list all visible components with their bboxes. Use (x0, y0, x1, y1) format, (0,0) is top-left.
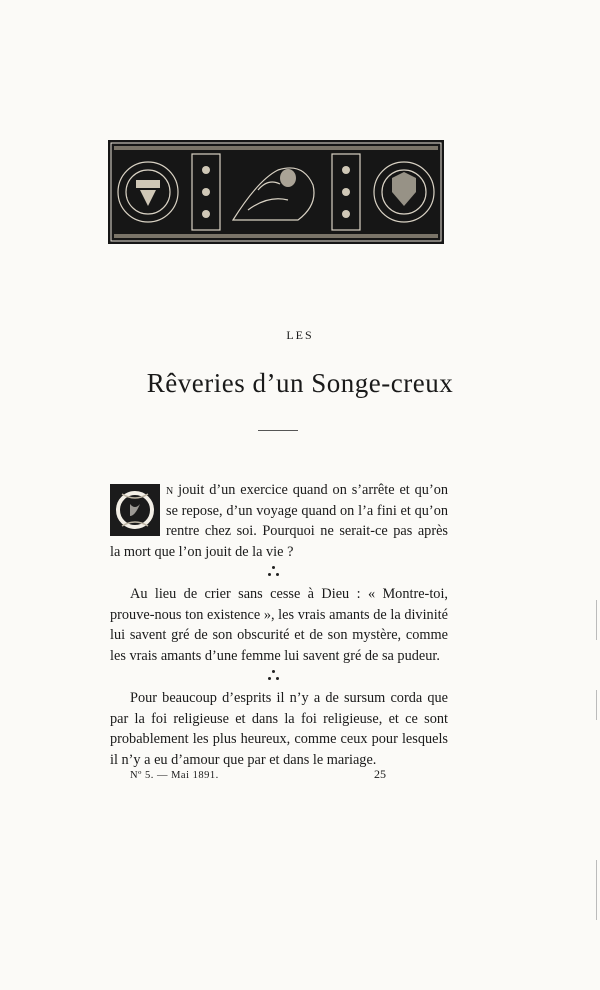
paragraph-1 (110, 480, 448, 562)
dropcap-image (110, 484, 160, 536)
ornamental-headpiece-image (108, 140, 444, 244)
paragraph-3: Pour beaucoup d’esprits il n’y a de sursum corda que par la foi religieuse et dans la foi religieuse, et ce sont probablement les plus heureux, comme ceux pour lesquels il n’y a eu d’amour que par et dans le mariage. (110, 690, 448, 768)
asterism-divider (262, 564, 286, 582)
paragraph-2: Au lieu de crier sans cesse à Dieu : « Montre-toi, prouve-nous ton existence », les vrais amants de la divinité lui savent gré de son obscurité et de son mystère, comme les vrais amants d’une femme lui savent gré de sa pudeur. (110, 586, 448, 664)
paragraph-1-first-word: n (166, 482, 174, 498)
issue-line: Nº 5. — Mai 1891. (130, 770, 219, 781)
scan-mark (596, 860, 597, 920)
title-divider-rule (258, 430, 298, 431)
article-title: Rêveries d’un Songe-creux (146, 368, 454, 398)
asterism-divider (262, 668, 286, 686)
scan-mark (596, 600, 597, 640)
page-number: 25 (374, 767, 386, 781)
title-kicker: LES (286, 328, 314, 342)
scan-mark (596, 690, 597, 720)
paragraph-1-text: jouit d’un exercice quand on s’arrête et qu’on se repose, d’un voyage quand on l’a fini et qu’on rentre chez soi. Pourquoi ne serait-ce pas après la mort que l’on jouit de la vie ? (110, 482, 448, 560)
